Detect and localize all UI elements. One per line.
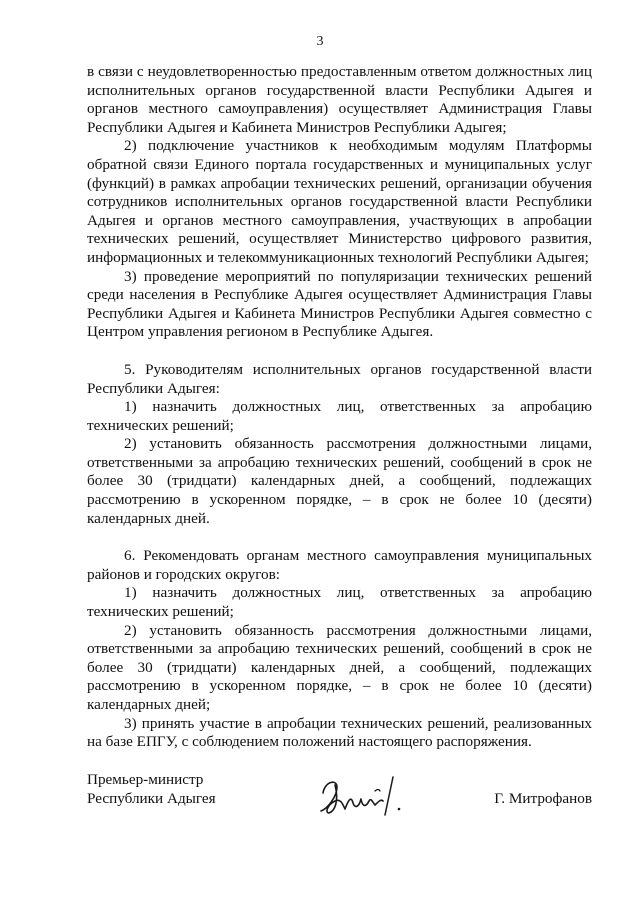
paragraph-gap: [87, 342, 592, 361]
paragraph-item-3-popularization: 3) проведение мероприятий по популяризации технических решений среди населения в Республике Адыгея осуществляет Администрация Главы Республики Адыгея и Кабинета Министров Республики Адыгея совместно с Центром управления регионом в Республике Адыгея.: [87, 267, 592, 341]
paragraph-gap: [87, 528, 592, 547]
signer-title-line-1: Премьер-министр: [87, 771, 204, 788]
section-6-item-1: 1) назначить должностных лиц, ответственных за апробацию технических решений;: [87, 584, 592, 621]
signature-block: [87, 771, 592, 821]
signer-name: Г. Митрофанов: [494, 789, 592, 807]
section-6-heading: 6. Рекомендовать органам местного самоуправления муниципальных районов и городских округов:: [87, 547, 592, 583]
paragraph-continuation: в связи с неудовлетворенностью предоставленным ответом должностных лиц исполнительных органов государственной власти Республики Адыгея и органов местного самоуправления) осуществляет Администрация Главы Республики Адыгея и Кабинета Министров Республики Адыгея;: [87, 63, 592, 136]
signer-title-line-2: Республики Адыгея: [87, 789, 216, 807]
signer-title: [87, 771, 216, 808]
section-5-item-2: 2) установить обязанность рассмотрения должностными лицами, ответственными за апробацию технических решений, сообщений в срок не более 30 (тридцати) календарных дней, а сообщений, подлежащих рассмотрению в ускоренном порядке, – в срок не более 10 (десяти) календарных дней.: [87, 435, 592, 527]
section-5-item-1: 1) назначить должностных лиц, ответственных за апробацию технических решений;: [87, 398, 592, 434]
section-5-heading: 5. Руководителям исполнительных органов государственной власти Республики Адыгея:: [87, 360, 592, 397]
paragraph-item-2-connection: 2) подключение участников к необходимым модулям Платформы обратной связи Единого портала государственных и муниципальных услуг (функций) в рамках апробации технических решений, организации обучения сотрудников исполнительных органов государственной власти Республики Адыгея и органов местного самоуправления, участвующих в апробации технических решений, осуществляет Министерство цифрового развития, информационных и телекоммуникационных технологий Республики Адыгея;: [87, 137, 592, 266]
page-number: 3: [316, 34, 324, 49]
handwritten-signature: [315, 771, 425, 817]
section-6-item-3: 3) принять участие в апробации технических решений, реализованных на базе ЕПГУ, с соблюдением положений настоящего распоряжения.: [87, 714, 592, 751]
document-body: [87, 63, 592, 752]
section-6-item-2: 2) установить обязанность рассмотрения должностными лицами, ответственными за апробацию технических решений, сообщений в срок не более 30 (тридцати) календарных дней, а сообщений, подлежащих рассмотрению в ускоренном порядке, – в срок не более 10 (десяти) календарных дней;: [87, 621, 592, 713]
